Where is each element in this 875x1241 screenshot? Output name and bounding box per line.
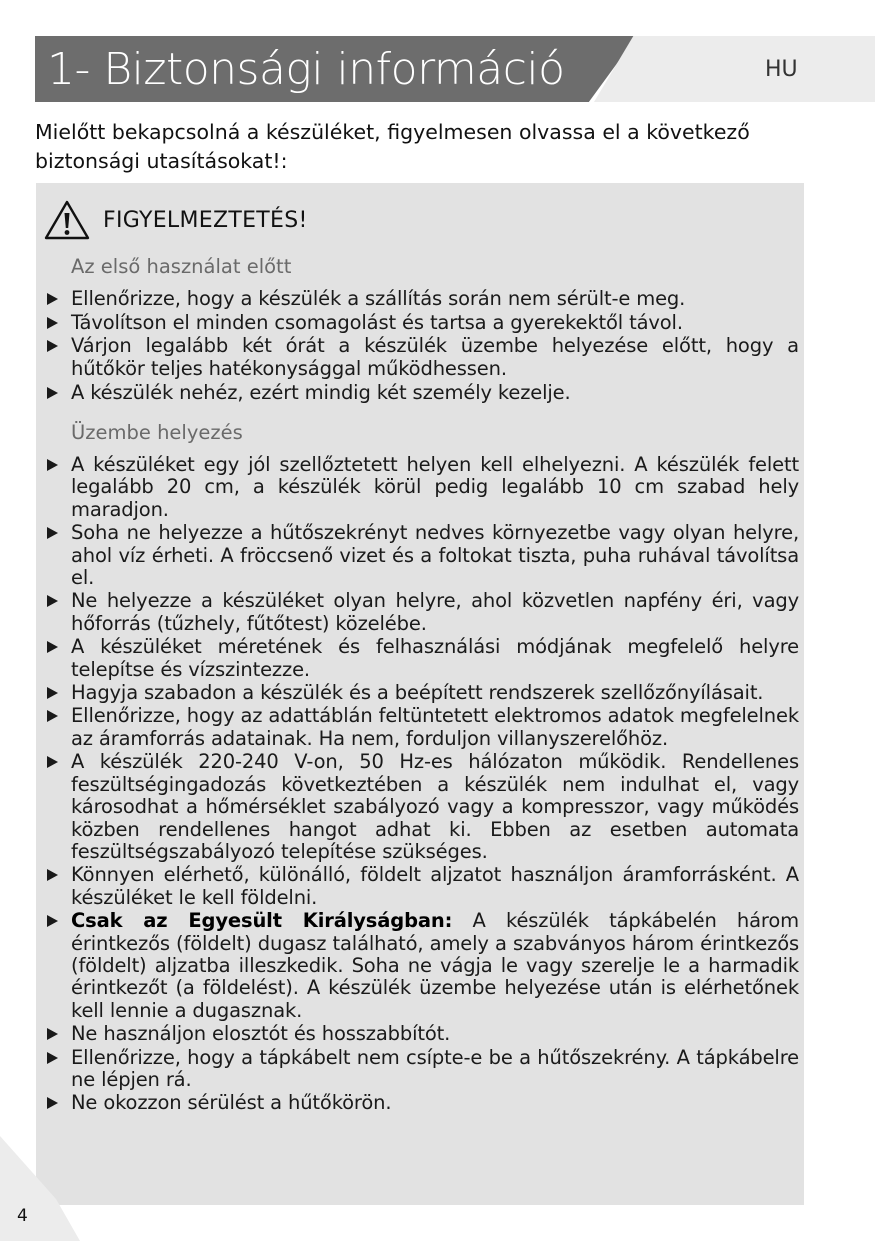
bullet-arrow-icon — [47, 459, 58, 471]
bullet-arrow-icon — [47, 641, 58, 653]
section-first-use — [47, 252, 799, 406]
list-item: Hagyja szabadon a készülék és a beépített rendszerek szellőzőnyílásait. — [47, 682, 799, 704]
list-item: A készüléket méretének és felhasználási módjának megfelelő helyre telepítse és vízszintezze. — [47, 636, 799, 681]
section-heading: Az első használat előtt — [71, 255, 292, 278]
bullet-arrow-icon — [47, 527, 58, 539]
list-item: Ne okozzon sérülést a hűtőkörön. — [47, 1092, 799, 1114]
list-item: Ne használjon elosztót és hosszabbítót. — [47, 1023, 799, 1045]
bullet-arrow-icon — [47, 687, 58, 699]
bullet-arrow-icon — [47, 1097, 58, 1109]
list-item: Távolítson el minden csomagolást és tartsa a gyerekektől távol. — [47, 312, 799, 335]
section-heading: Üzembe helyezés — [71, 421, 243, 444]
instruction-list — [47, 454, 799, 1115]
list-item: A készülék nehéz, ezért mindig két személy kezelje. — [47, 382, 799, 405]
list-item: Várjon legalább két órát a készülék üzembe helyezése előtt, hogy a hűtőkör teljes hatékonysággal működhessen. — [47, 335, 799, 380]
list-item: Könnyen elérhető, különálló, földelt aljzatot használjon áramforrásként. A készüléket le kell földelni. — [47, 864, 799, 909]
warning-header — [44, 196, 308, 244]
list-item: Ne helyezze a készüléket olyan helyre, ahol közvetlen napfény éri, vagy hőforrás (tűzhely, fűtőtest) közelébe. — [47, 590, 799, 635]
warning-triangle-icon — [44, 199, 90, 241]
bullet-arrow-icon — [47, 595, 58, 607]
list-item: A készüléket egy jól szellőztetett helyen kell elhelyezni. A készülék felett legalább 20 cm, a készülék körül pedig legalább 10 cm szabad hely maradjon. — [47, 454, 799, 521]
list-item: Ellenőrizze, hogy a készülék a szállítás során nem sérült-e meg. — [47, 288, 799, 311]
section-installation — [47, 418, 799, 1116]
bullet-arrow-icon — [47, 869, 58, 881]
bullet-arrow-icon — [47, 710, 58, 722]
bullet-arrow-icon — [47, 293, 58, 305]
bullet-arrow-icon — [47, 387, 58, 399]
page-number: 4 — [17, 1206, 28, 1226]
language-label: HU — [765, 57, 798, 82]
list-item: Soha ne helyezze a hűtőszekrényt nedves környezetbe vagy olyan helyre, ahol víz érheti. A fröccsenő vizet és a foltokat tiszta, puha ruhával távolítsa el. — [47, 522, 799, 589]
language-tab — [594, 36, 875, 102]
bullet-arrow-icon — [47, 1028, 58, 1040]
bullet-arrow-icon — [47, 915, 58, 927]
page-title: 1- Biztonsági információ — [47, 44, 565, 95]
bullet-arrow-icon — [47, 1052, 58, 1064]
intro-text: Mielőtt bekapcsolná a készüléket, figyelmesen olvassa el a következő biztonsági utasításokat!: — [35, 120, 750, 173]
list-item: A készülék 220-240 V-on, 50 Hz-es hálózaton működik. Rendellenes feszültségingadozás következtében a készülék nem indulhat el, vagy károsodhat a hőmérséklet szabályozó vagy a kompresszor, vagy működés közben rendellenes hangot adhat ki. Ebben az esetben automata feszültségszabályozó telepítése szükséges. — [47, 751, 799, 863]
list-item-uk: Csak az Egyesült Királyságban: A készülék tápkábelén három érintkezős (földelt) dugasz található, amely a szabványos három érintkezős (földelt) aljzatba illeszkedik. Soha ne vágja le vagy szerelje le a harmadik érintkezőt (a földelést). A készülék üzembe helyezése után is elérhetőnek kell lennie a dugasznak. — [47, 910, 799, 1022]
instruction-list — [47, 288, 799, 405]
warning-title: FIGYELMEZTETÉS! — [103, 207, 308, 233]
list-item: Ellenőrizze, hogy az adattáblán feltüntetett elektromos adatok megfelelnek az áramforrás adatainak. Ha nem, forduljon villanyszerelőhöz. — [47, 705, 799, 750]
bullet-arrow-icon — [47, 756, 58, 768]
bullet-arrow-icon — [47, 340, 58, 352]
list-item: Ellenőrizze, hogy a tápkábelt nem csípte-e be a hűtőszekrény. A tápkábelre ne lépjen rá. — [47, 1047, 799, 1092]
bullet-arrow-icon — [47, 317, 58, 329]
